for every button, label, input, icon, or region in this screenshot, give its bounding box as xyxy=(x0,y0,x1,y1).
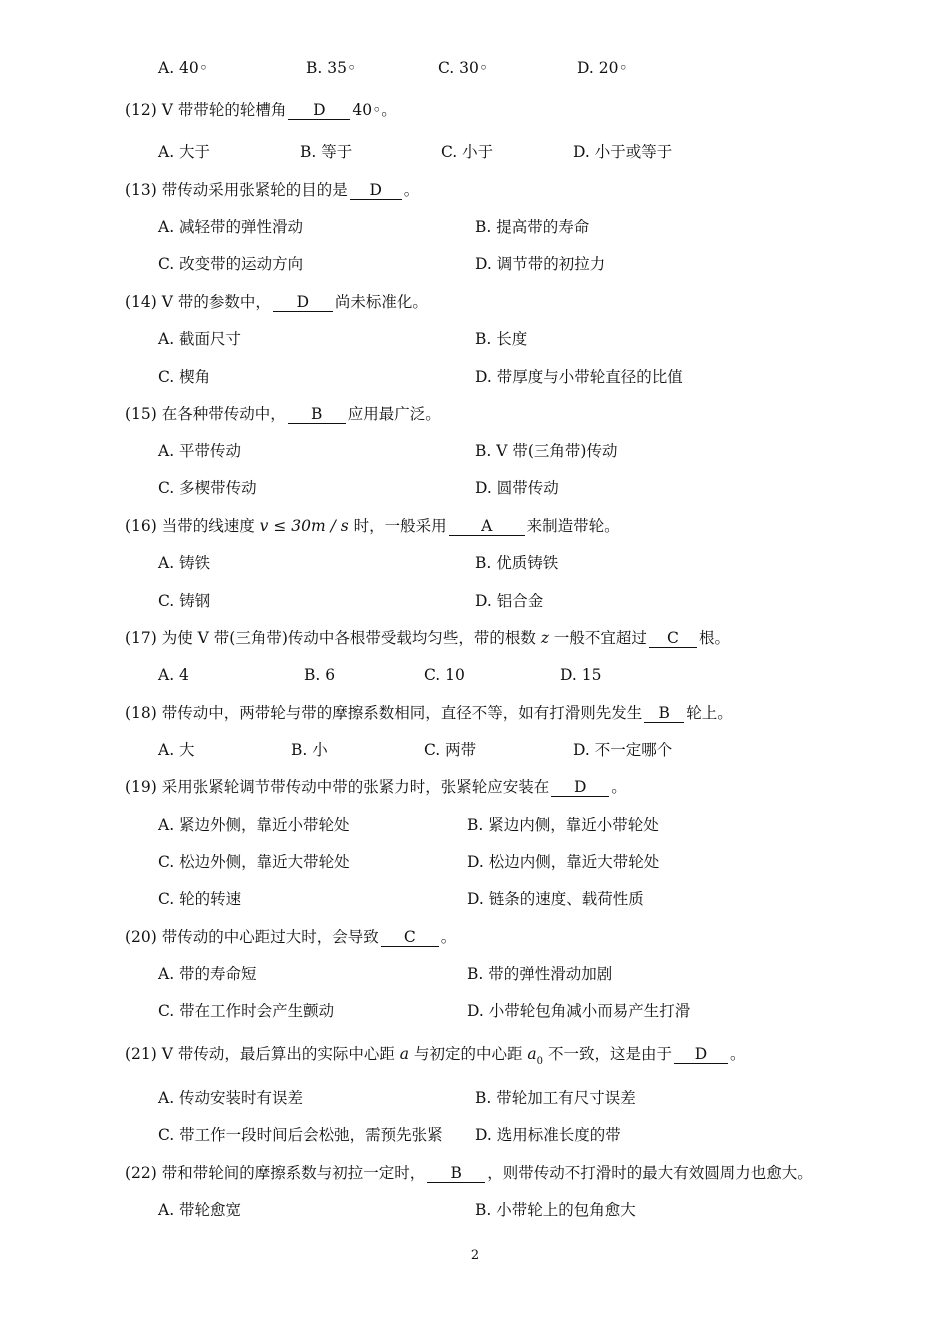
variable-a0: a xyxy=(527,1045,537,1063)
option-d: D. 铝合金 xyxy=(475,592,544,610)
option-d: D. 小带轮包角减小而易产生打滑 xyxy=(467,1002,691,1020)
question-text: (18) 带传动中，两带轮与带的摩擦系数相同，直径不等，如有打滑则先发生 xyxy=(125,704,643,722)
answer-blank: D xyxy=(674,1045,728,1064)
question-text-mid: 时，一般采用 xyxy=(348,517,447,535)
question-suffix: 根。 xyxy=(698,629,730,647)
option-b: B. 长度 xyxy=(475,330,528,348)
question-text: (14) V 带的参数中， xyxy=(125,293,271,311)
answer-blank: B xyxy=(644,704,684,723)
page-number: 2 xyxy=(470,1248,480,1263)
answer-blank: D xyxy=(288,101,350,120)
options-row xyxy=(0,56,950,80)
question-suffix: ，则带传动不打滑时的最大有效圆周力也愈大。 xyxy=(487,1164,813,1182)
option-a: A. 截面尺寸 xyxy=(158,330,242,348)
option-c: C. 小于 xyxy=(441,143,494,161)
question-18 xyxy=(0,701,950,725)
option-b: B. V 带(三角带)传动 xyxy=(475,442,618,460)
question-text: (16) 当带的线速度 xyxy=(125,517,260,535)
option-a: A. 大 xyxy=(158,741,195,759)
option-a: A. 紧边外侧，靠近小带轮处 xyxy=(158,816,350,834)
option-a: A. 铸铁 xyxy=(158,554,211,572)
options-row xyxy=(0,252,950,276)
question-suffix: 轮上。 xyxy=(686,704,733,722)
option-b: B. 紧边内侧，靠近小带轮处 xyxy=(467,816,659,834)
options-row xyxy=(0,365,950,389)
question-text: (13) 带传动采用张紧轮的目的是 xyxy=(125,181,348,199)
option-a: A. 4 xyxy=(158,666,189,684)
question-text-mid: 不一致，这是由于 xyxy=(543,1045,672,1063)
option-d: D. 选用标准长度的带 xyxy=(475,1126,621,1144)
options-row xyxy=(0,813,950,837)
option-a: A. 带轮愈宽 xyxy=(158,1201,242,1219)
option-b: B. 提高带的寿命 xyxy=(475,218,590,236)
option-b: B. 带的弹性滑动加剧 xyxy=(467,965,613,983)
options-row xyxy=(0,663,950,687)
question-15 xyxy=(0,402,950,426)
option-b: B. 6 xyxy=(304,666,336,684)
question-12 xyxy=(0,98,950,122)
options-row xyxy=(0,1086,950,1110)
answer-blank: D xyxy=(273,293,333,312)
options-row xyxy=(0,327,950,351)
answer-blank: B xyxy=(288,405,346,424)
option-c: C. 铸钢 xyxy=(158,592,211,610)
option-b: B. 35◦ xyxy=(306,59,357,77)
options-row xyxy=(0,215,950,239)
variable-z: z xyxy=(540,629,549,647)
answer-blank: D xyxy=(551,778,609,797)
answer-blank: B xyxy=(427,1164,485,1183)
question-text: (19) 采用张紧轮调节带传动中带的张紧力时，张紧轮应安装在 xyxy=(125,778,550,796)
option-a: A. 平带传动 xyxy=(158,442,242,460)
option-d: D. 不一定哪个 xyxy=(573,741,673,759)
options-row xyxy=(0,887,950,911)
option-c: C. 松边外侧，靠近大带轮处 xyxy=(158,853,350,871)
question-text: (20) 带传动的中心距过大时，会导致 xyxy=(125,928,379,946)
options-row xyxy=(0,551,950,575)
question-suffix: 40◦。 xyxy=(352,101,397,119)
options-row xyxy=(0,738,950,762)
question-suffix: 。 xyxy=(611,778,627,796)
question-text: (22) 带和带轮间的摩擦系数与初拉一定时， xyxy=(125,1164,426,1182)
option-b: B. 等于 xyxy=(300,143,353,161)
question-text-mid: 与初定的中心距 xyxy=(409,1045,528,1063)
options-row xyxy=(0,439,950,463)
question-suffix: 。 xyxy=(403,181,420,199)
question-20 xyxy=(0,925,950,949)
question-22 xyxy=(0,1161,950,1185)
option-d: D. 15 xyxy=(560,666,602,684)
option-d: D. 松边内侧，靠近大带轮处 xyxy=(467,853,660,871)
question-21 xyxy=(0,1042,950,1066)
option-c: C. 两带 xyxy=(424,741,477,759)
variable-a: a xyxy=(399,1045,410,1063)
option-c: C. 改变带的运动方向 xyxy=(158,255,304,273)
answer-blank: C xyxy=(381,928,439,947)
option-d: D. 带厚度与小带轮直径的比值 xyxy=(475,368,683,386)
options-row xyxy=(0,999,950,1023)
answer-blank: D xyxy=(350,181,402,200)
option-d: D. 小于或等于 xyxy=(573,143,673,161)
options-row xyxy=(0,1123,950,1147)
option-d-extra: D. 链条的速度、载荷性质 xyxy=(467,890,644,908)
option-a: A. 带的寿命短 xyxy=(158,965,257,983)
options-row xyxy=(0,1198,950,1222)
answer-blank: C xyxy=(649,629,697,648)
option-b: B. 带轮加工有尺寸误差 xyxy=(475,1089,636,1107)
options-row xyxy=(0,850,950,874)
option-c: C. 10 xyxy=(424,666,465,684)
question-14 xyxy=(0,290,950,314)
option-a: A. 减轻带的弹性滑动 xyxy=(158,218,304,236)
option-d: D. 调节带的初拉力 xyxy=(475,255,606,273)
question-text: (12) V 带带轮的轮槽角 xyxy=(125,101,287,119)
answer-blank: A xyxy=(449,517,525,536)
option-d: D. 圆带传动 xyxy=(475,479,559,497)
option-b: B. 小带轮上的包角愈大 xyxy=(475,1201,636,1219)
question-suffix: 。 xyxy=(729,1045,746,1063)
question-16 xyxy=(0,514,950,538)
variable-a0-subscript: 0 xyxy=(536,1056,544,1067)
option-d: D. 20◦ xyxy=(577,59,628,77)
option-c: C. 多楔带传动 xyxy=(158,479,257,497)
question-text: (17) 为使 V 带(三角带)传动中各根带受载均匀些，带的根数 xyxy=(125,629,541,647)
option-c: C. 带在工作时会产生颤动 xyxy=(158,1002,335,1020)
option-a: A. 40◦ xyxy=(158,59,208,77)
options-row xyxy=(0,140,950,164)
option-c-extra: C. 轮的转速 xyxy=(158,890,242,908)
question-suffix: 。 xyxy=(440,928,457,946)
option-c: C. 楔角 xyxy=(158,368,211,386)
option-b: B. 优质铸铁 xyxy=(475,554,559,572)
option-a: A. 大于 xyxy=(158,143,211,161)
speed-formula: v ≤ 30m / s xyxy=(259,517,349,535)
question-19 xyxy=(0,775,950,799)
question-text: (21) V 带传动，最后算出的实际中心距 xyxy=(125,1045,400,1063)
option-c: C. 带工作一段时间后会松弛，需预先张紧 xyxy=(158,1126,443,1144)
option-c: C. 30◦ xyxy=(438,59,489,77)
question-text: (15) 在各种带传动中， xyxy=(125,405,286,423)
question-17 xyxy=(0,626,950,650)
question-suffix: 应用最广泛。 xyxy=(347,405,441,423)
question-text-mid: 一般不宜超过 xyxy=(549,629,647,647)
option-a: A. 传动安装时有误差 xyxy=(158,1089,304,1107)
options-row xyxy=(0,589,950,613)
option-b: B. 小 xyxy=(291,741,328,759)
question-suffix: 来制造带轮。 xyxy=(526,517,620,535)
question-13 xyxy=(0,178,950,202)
question-suffix: 尚未标准化。 xyxy=(334,293,428,311)
options-row xyxy=(0,476,950,500)
options-row xyxy=(0,962,950,986)
